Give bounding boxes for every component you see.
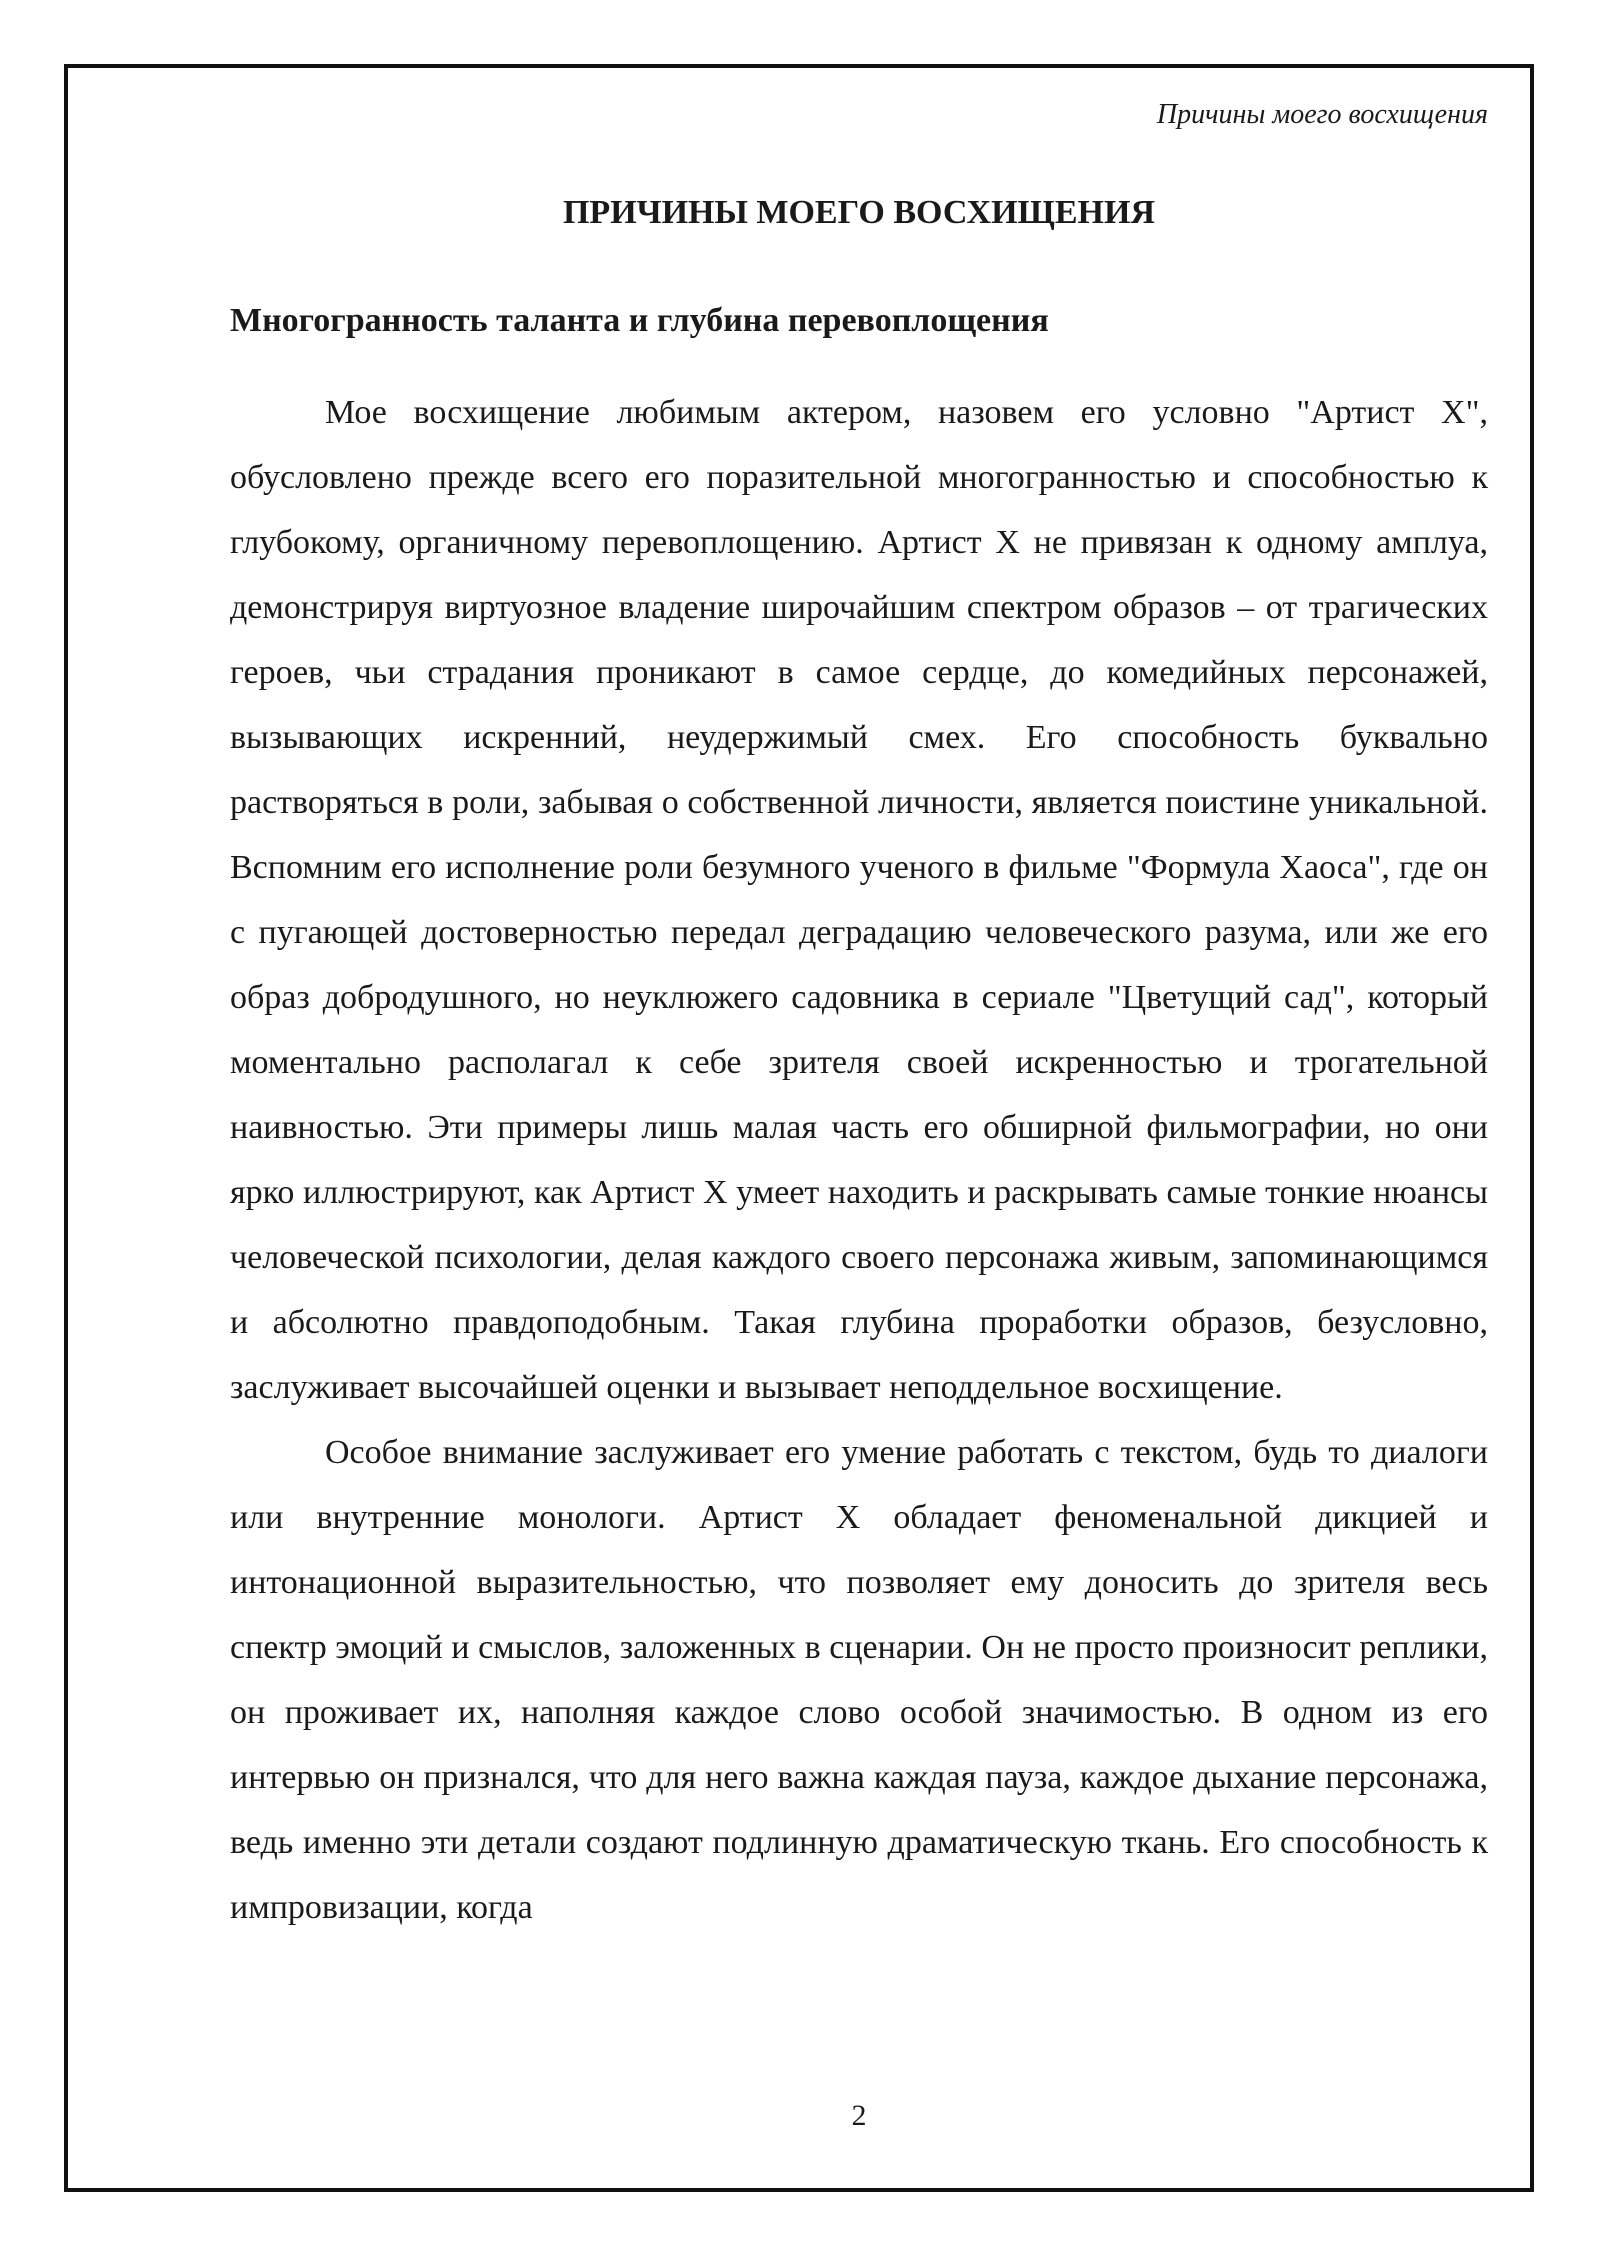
page-number: 2 <box>851 2099 867 2132</box>
paragraph-1: Мое восхищение любимым актером, назовем его условно "Артист X", обусловлено прежде всего его поразительной многогранностью и способностью к глубокому, органичному перевоплощению. Артист X не привязан к одному амплуа, демонстрируя виртуозное владение широчайшим спектром образов – от трагических героев, чьи страдания проникают в самое сердце, до комедийных персонажей, вызывающих искренний, неудержимый смех. Его способность буквально растворяться в роли, забывая о собственной личности, является поистине уникальной. Вспомним его исполнение роли безумного ученого в фильме "Формула Хаоса", где он с пугающей достоверностью передал деградацию человеческого разума, или же его образ добродушного, но неуклюжего садовника в сериале "Цветущий сад", который моментально располагал к себе зрителя своей искренностью и трогательной наивностью. Эти примеры лишь малая часть его обширной фильмографии, но они ярко иллюстрируют, как Артист X умеет находить и раскрывать самые тонкие нюансы человеческой психологии, делая каждого своего персонажа живым, запоминающимся и абсолютно правдоподобным. Такая глубина проработки образов, безусловно, заслуживает высочайшей оценки и вызывает неподдельное восхищение. <box>230 394 1488 1406</box>
document-title: ПРИЧИНЫ МОЕГО ВОСХИЩЕНИЯ <box>562 194 1155 231</box>
body-text <box>230 380 1488 1940</box>
running-header: Причины моего восхищения <box>1156 99 1488 130</box>
section-heading: Многогранность таланта и глубина перевоплощения <box>230 302 1049 339</box>
paragraph-2: Особое внимание заслуживает его умение работать с текстом, будь то диалоги или внутренние монологи. Артист X обладает феноменальной дикцией и интонационной выразительностью, что позволяет ему доносить до зрителя весь спектр эмоций и смыслов, заложенных в сценарии. Он не просто произносит реплики, он проживает их, наполняя каждое слово особой значимостью. В одном из его интервью он признался, что для него важна каждая пауза, каждое дыхание персонажа, ведь именно эти детали создают подлинную драматическую ткань. Его способность к импровизации, когда <box>230 1434 1488 1926</box>
